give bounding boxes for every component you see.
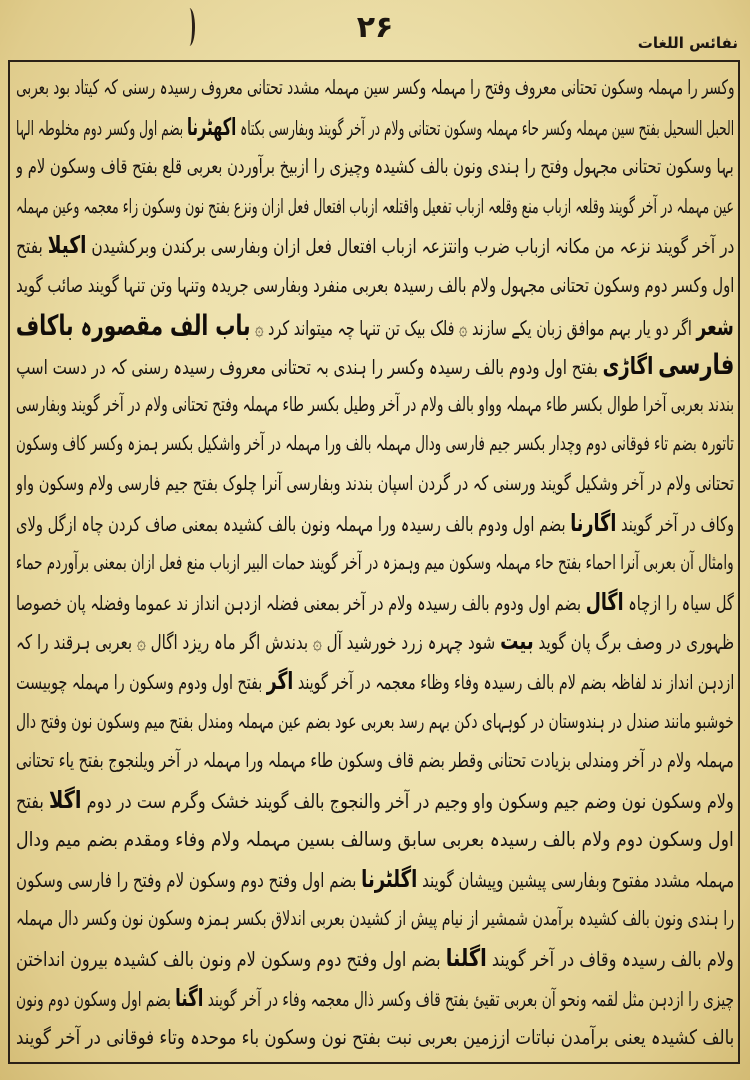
text-line-content (16, 424, 734, 464)
text-line-content (16, 504, 734, 544)
text-run: مہملہ ولام در آخر ومندلی بزیادت تحتانی وقطر بضم قاف وسکون طاء مہملہ ورا مہملہ در آخر ویلنجوج بفتح یاء تحتانی (16, 748, 734, 773)
text-run: بفتح اول ودوم وسکون را مہملہ چوبیست (16, 669, 267, 694)
text-run: بضم اول ودوم بالف رسیدہ ورا مہملہ ونون بالف کشیدہ بمعنی صاف کردن چاہ ازگل ولای (16, 511, 571, 536)
text-line-content (16, 741, 734, 781)
section-heading: باب الف مقصورہ باکاف (16, 308, 251, 342)
section-heading: فارسی (657, 348, 734, 382)
text-line-content (16, 147, 734, 187)
text-line-content (16, 266, 734, 306)
text-run: وکاف در آخر گویند (616, 511, 734, 536)
headword: اگاڑی (602, 352, 653, 381)
text-line-content (16, 306, 734, 346)
text-line-content (16, 820, 734, 860)
text-run: عین مہملہ در آخر گویند وقلعہ ازباب منع وقلعہ ازباب تفعیل واقتلعہ ازباب افتعال فعل ازان ونزع بفتح نون وسکون زاء معجمہ وعین مہملہ (16, 193, 734, 218)
scan-mark (184, 8, 195, 46)
text-line (16, 187, 734, 227)
text-line (16, 266, 734, 306)
text-run: شود چہرہ زرد خورشید آل ۞ بدندش اگر ماہ ریزد اگال ۞ بعربی ہرقند را کہ (16, 630, 500, 655)
text-line-content (16, 345, 734, 385)
text-line (16, 860, 734, 900)
text-line (16, 543, 734, 583)
headword: اگر (266, 666, 294, 695)
headword: بیت (499, 627, 534, 656)
text-line (16, 979, 734, 1019)
text-run: بفتح (16, 788, 50, 813)
text-line (16, 345, 734, 385)
text-line (16, 424, 734, 464)
text-line (16, 781, 734, 821)
text-line-content (16, 108, 734, 148)
headword: اگارنا (570, 508, 617, 537)
text-line (16, 820, 734, 860)
text-run: ظہوری در وصف برگ پان گوید (533, 630, 734, 655)
headword: اگنا (175, 983, 204, 1012)
text-line (16, 108, 734, 148)
text-run: بفتح اول ودوم بالف رسیدہ وکسر را ہندی بہ تحتانی معروف رسیدہ رسنی کہ در دست اسپ (16, 355, 603, 380)
text-line-content (16, 543, 734, 583)
headword: اکھٹرنا (186, 112, 237, 141)
text-run: بضم اول وفتح دوم وسکون لام وفتح را فارسی وسکون (16, 867, 361, 892)
text-run: وکسر را مہملہ وسکون تحتانی معروف وفتح را مہملہ وکسر سین مہملہ مشدد تحتانی معروف رسیدہ رسنی کہ کیتاد بود بعربی (16, 75, 734, 99)
text-run: خوشبو مانند صندل در ہندوستان در کوہہای دکن بہم رسد بعربی عود بضم عین مہملہ ومندل بفتح میم وسکون نون وفتح دال (16, 708, 734, 733)
text-line-content (16, 979, 734, 1019)
text-line (16, 702, 734, 742)
text-run: اول وسکون دوم ولام بالف رسیدہ بعربی سابق وسالف بسین مہملہ ولام وفاء ومقدم بضم میم ودال (16, 827, 734, 852)
text-block (16, 68, 734, 1060)
text-run: تحتانی ولام در آخر وشکیل گویند ورسنی کہ در گردن اسپان بندند وبفارسی آنرا چلوک بفتح جیم فارسی ولام وسکون واو (16, 470, 734, 495)
text-run: بالف کشیدہ یعنی برآمدن نباتات اززمین بعربی نبت بفتح نون وسکون باء موحدہ وتاء فوقانی در آخر گویند (16, 1025, 734, 1050)
headword: شعر (696, 312, 734, 341)
text-line-content (16, 781, 734, 821)
text-run: چیزی را ازدہن مثل لقمہ ونحو آن بعربی تقیئ بفتح قاف وکسر ذال معجمہ وفاء در آخر گویند (203, 986, 734, 1011)
text-line-content (16, 622, 734, 662)
text-run: ازدہن انداز ند لفاظہ بضم لام بالف رسیدہ وفاء وظاء معجمہ در آخر گویند (293, 669, 734, 694)
text-line-content (16, 583, 734, 623)
text-line (16, 504, 734, 544)
text-line-content (16, 702, 734, 742)
text-line-content (16, 939, 734, 979)
text-line-content (16, 226, 734, 266)
text-run: تاتورہ بضم تاء فوقانی دوم وچدار بکسر جیم فارسی ودال مہملہ بالف ورا مہملہ در آخر واشکیل بکسر ہمزہ وکسر کاف وسکون (16, 431, 734, 456)
text-line-content (16, 187, 734, 227)
text-run: در آخر گویند نزعہ من مکانہ ازباب ضرب وانتزعہ ازباب افتعال فعل ازان وبفارسی برکندن وبرکشیدن (85, 234, 734, 259)
text-line-content (16, 385, 734, 425)
text-line (16, 464, 734, 504)
text-run: وامثال آن بعربی آنرا احماء بفتح حاء مہملہ وسکون میم وہمزہ در آخر گویند حمات البیر ازباب منع فعل ازان بمعنی برآوردم حماء (16, 550, 734, 575)
text-line (16, 939, 734, 979)
text-line (16, 385, 734, 425)
text-run: بہا وسکون تحتانی مجہول وفتح را ہندی ونون بالف کشیدہ وچیزی را ازبیخ برآوردن بعربی قلع بفتح قاف وسکون لام و (16, 154, 734, 179)
text-line-content (16, 662, 734, 702)
headword: اگلنا (446, 944, 487, 973)
headword: اگلا (49, 785, 82, 814)
text-line (16, 306, 734, 346)
text-run: بضم اول ودوم بالف رسیدہ ولام در آخر بمعنی فضلہ ازدہن انداز ند عموما وفضلہ پان خصوصا (16, 590, 586, 615)
headword: اکیلا (47, 231, 86, 260)
text-line (16, 662, 734, 702)
text-line-content (16, 899, 734, 939)
text-run: گل سیاہ را ازچاہ (623, 590, 734, 615)
text-run: بضم اول وکسر دوم مخلوطہ الہا (16, 115, 187, 140)
text-run: الحبل السحیل بفتح سین مہملہ وکسر حاء مہملہ وسکون تحتانی ولام در آخر گویند وبفارسی بکتاہ (236, 115, 734, 140)
text-line (16, 741, 734, 781)
text-run: بندند بعربی آخرا طوال بکسر طاء مہملہ وواو بالف ولام در آخر وطیل بکسر طاء مہملہ وفتح تحتانی ولام در آخر گویند وبفارسی (16, 391, 734, 416)
text-line (16, 899, 734, 939)
text-run: را ہندی ونون بالف کشیدہ برآمدن شمشیر از نیام پیش از کشیدن بعربی اندلاق بکسر ہمزہ وسکون نون وکسر دال مہملہ (16, 906, 734, 931)
text-run: اگر دو یار بہم موافق زبان یکے سازند ۞ فلک بیک تن تنہا چہ میتواند کرد ۞ (250, 315, 697, 340)
text-run: بضم اول وسکون دوم ونون (16, 986, 176, 1011)
text-line-content (16, 1018, 734, 1058)
headword: اگلٹرنا (360, 864, 418, 893)
text-run: ولام بالف رسیدہ وقاف در آخر گویند (486, 947, 734, 972)
headword: اگال (585, 587, 624, 616)
text-run: بفتح (16, 234, 48, 259)
text-line-content (16, 68, 734, 108)
text-line (16, 583, 734, 623)
text-line (16, 226, 734, 266)
running-header-title: نفائس اللغات (637, 34, 738, 52)
text-line-content (16, 464, 734, 504)
text-run: اول وکسر دوم وسکون تحتانی مجہول ولام بالف رسیدہ بعربی منفرد وبفارسی جریدہ وتنہا وتن تنہا گویند صائب گوید (16, 272, 734, 297)
text-line (16, 622, 734, 662)
text-line (16, 147, 734, 187)
text-line (16, 68, 734, 108)
page-number: ۲۶ (356, 10, 394, 45)
text-line (16, 1018, 734, 1058)
text-run: مہملہ مشدد مفتوح وبفارسی پیشین وپیشان گویند (417, 867, 734, 892)
text-run: ولام وسکون نون وضم جیم وسکون واو وجیم در آخر والنجوج بالف گویند خشک وگرم ست در دوم (81, 788, 734, 813)
text-line-content (16, 860, 734, 900)
text-run: بضم اول وفتح دوم وسکون لام ونون بالف کشیدہ بیرون انداختن (16, 947, 447, 972)
text-run (653, 355, 658, 379)
